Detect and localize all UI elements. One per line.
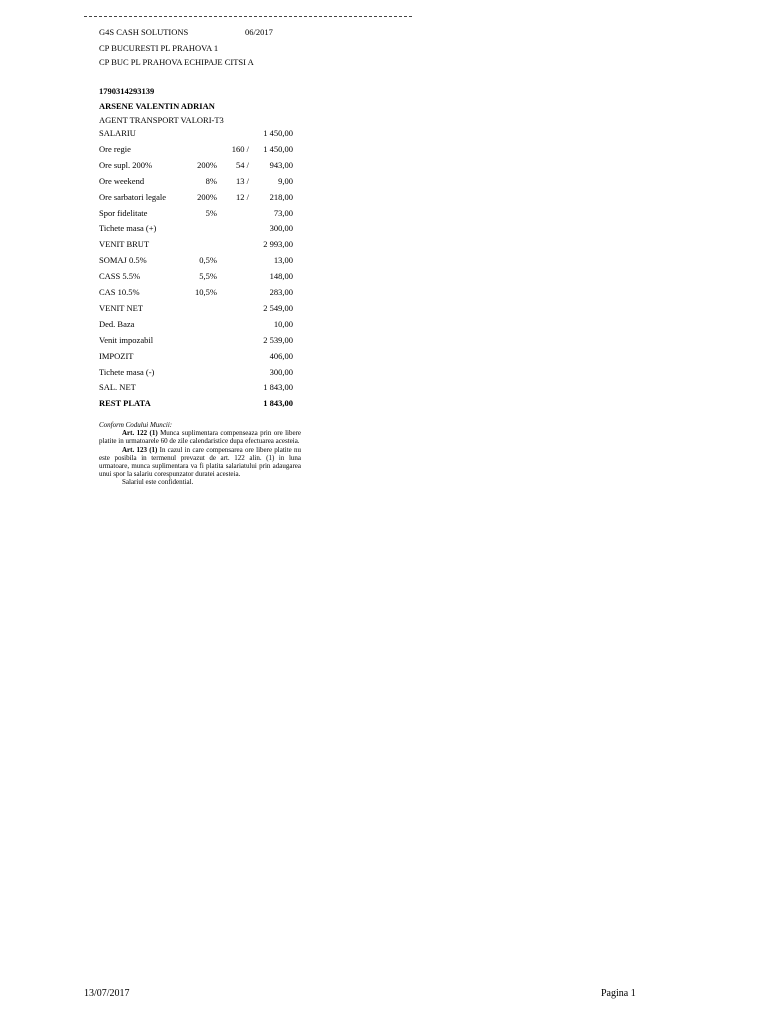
row-value: 406,00 [269,351,293,361]
row-label: Ore weekend [99,176,145,186]
table-row [99,176,295,190]
row-label: Ore supl. 200% [99,160,153,170]
department-name: CP BUC PL PRAHOVA ECHIPAJE CITSI A [99,57,254,67]
table-row [99,208,295,222]
row-label: IMPOZIT [99,351,134,361]
table-row [99,319,295,333]
table-row [99,192,295,206]
row-percent: 200% [197,192,217,202]
branch-name: CP BUCURESTI PL PRAHOVA 1 [99,43,219,53]
row-hours: 12 / [236,192,249,202]
art-122-ref: Art. 122 (1) [122,429,158,438]
row-value: 13,00 [273,255,293,265]
table-row [99,239,295,253]
table-row [99,382,295,396]
row-value: 10,00 [273,319,293,329]
print-date: 13/07/2017 [84,988,130,999]
row-label: SAL. NET [99,382,136,392]
row-hours: 54 / [236,160,249,170]
row-value: 2 549,00 [263,303,293,313]
row-value: 300,00 [269,223,293,233]
row-label: VENIT NET [99,303,143,313]
table-row [99,255,295,269]
row-value: 1 843,00 [263,382,293,392]
table-row [99,128,295,142]
perforation-line [84,16,412,17]
row-value: 283,00 [269,287,293,297]
table-row [99,335,295,349]
row-label: Ore sarbatori legale [99,192,167,202]
row-value: 2 993,00 [263,239,293,249]
row-value: 943,00 [269,160,293,170]
row-hours: 13 / [236,176,249,186]
table-row [99,303,295,317]
table-row [99,271,295,285]
labor-code-note [99,421,301,487]
table-row [99,398,295,412]
table-row [99,223,295,237]
page-number: Pagina 1 [601,988,636,999]
row-label: Ore regie [99,144,131,154]
row-label: REST PLATA [99,398,151,408]
table-row [99,287,295,301]
row-value: 1 843,00 [263,398,293,408]
table-row [99,351,295,365]
row-value: 1 450,00 [263,144,293,154]
employee-position: AGENT TRANSPORT VALORI-T3 [99,115,224,125]
row-value: 1 450,00 [263,128,293,138]
note-art-123 [99,446,301,479]
employee-id: 1790314293139 [99,86,155,96]
row-label: Spor fidelitate [99,208,148,218]
row-value: 218,00 [269,192,293,202]
note-art-122 [99,429,301,445]
row-hours: 160 / [231,144,249,154]
row-value: 73,00 [273,208,293,218]
employee-name: ARSENE VALENTIN ADRIAN [99,101,215,111]
row-label: Ded. Baza [99,319,135,329]
row-percent: 5,5% [199,271,217,281]
row-label: VENIT BRUT [99,239,150,249]
pay-period: 06/2017 [245,27,273,37]
row-label: Venit impozabil [99,335,154,345]
art-123-ref: Art. 123 (1) [122,445,158,454]
table-row [99,160,295,174]
row-label: Tichete masa (-) [99,367,155,377]
row-percent: 10,5% [195,287,217,297]
row-label: SALARIU [99,128,136,138]
table-row [99,144,295,158]
row-label: Tichete masa (+) [99,223,157,233]
art-123-text: In cazul in care compensarea ore libere platite nu este posibila in termenul prevazut de art. 122 alin. (1) in luna urmatoare, munca suplimentara va fi platita salariatului prin adaugarea unui spor la salariu corespunzator duratei acesteia. [99,445,302,479]
art-122-text: Munca suplimentara compenseaza prin ore libere platite in urmatoarele 60 de zile calendaristice dupa efectuarea acesteia. [99,429,302,446]
row-value: 148,00 [269,271,293,281]
company-name: G4S CASH SOLUTIONS [99,27,189,37]
row-label: CASS 5.5% [99,271,141,281]
row-value: 2 539,00 [263,335,293,345]
note-title: Conform Codului Muncii: [99,421,173,429]
confidential-note: Salariul este confidential. [122,478,194,487]
row-percent: 0,5% [199,255,217,265]
row-percent: 8% [205,176,217,186]
table-row [99,367,295,381]
row-percent: 5% [205,208,217,218]
row-value: 300,00 [269,367,293,377]
row-value: 9,00 [278,176,293,186]
row-percent: 200% [197,160,217,170]
row-label: CAS 10.5% [99,287,140,297]
row-label: SOMAJ 0.5% [99,255,147,265]
